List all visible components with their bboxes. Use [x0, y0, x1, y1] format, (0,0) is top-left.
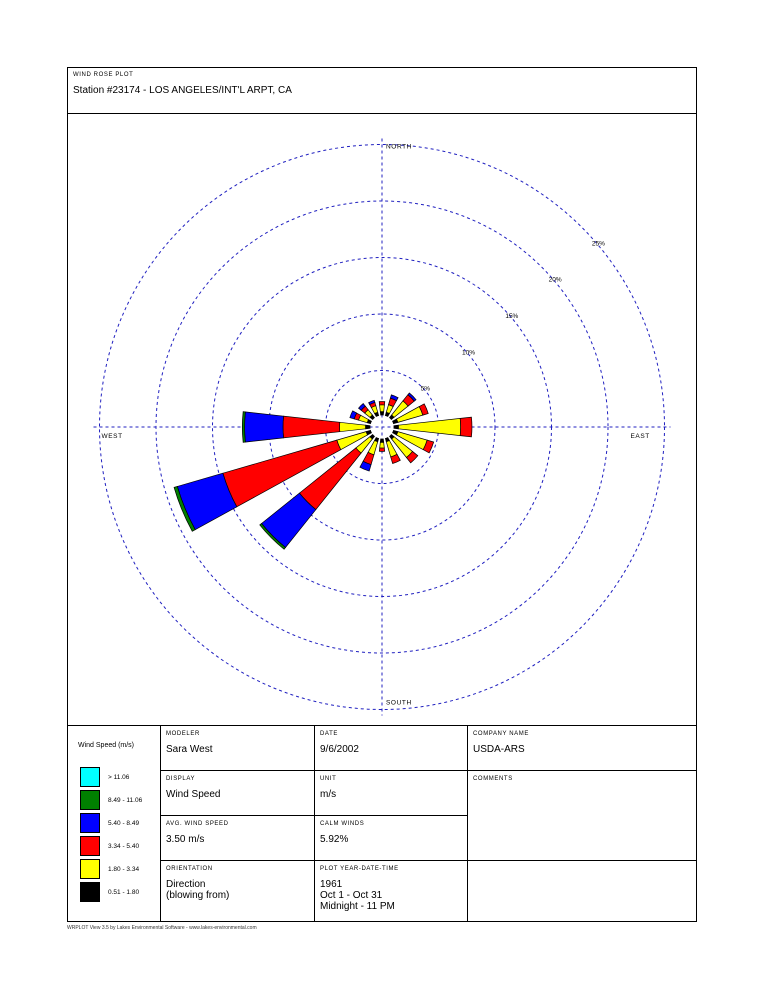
avg-speed-value: 3.50 m/s [166, 834, 205, 845]
calm-cell [314, 816, 467, 861]
legend-swatch [80, 767, 100, 787]
compass-east-label: EAST [630, 433, 650, 440]
ring-label: 20% [548, 276, 562, 284]
legend-swatch [80, 813, 100, 833]
compass-north-label: NORTH [386, 143, 412, 151]
modeler-cell [160, 726, 314, 771]
petal-s-segment [380, 442, 385, 448]
comments-cell [467, 771, 696, 861]
petal-n-segment [380, 405, 385, 412]
info-panel [68, 725, 696, 922]
compass-south-label: SOUTH [386, 699, 412, 707]
petal-n-segment [380, 412, 383, 415]
legend-swatch [80, 836, 100, 856]
calm-label: CALM WINDS [320, 821, 365, 827]
unit-cell [314, 771, 467, 816]
date-value: 9/6/2002 [320, 744, 359, 755]
legend-swatch [80, 882, 100, 902]
software-footer: WRPLOT View 3.5 by Lakes Environmental Software - www.lakes-environmental.com [67, 925, 257, 931]
petal-w-segment [245, 412, 284, 442]
unit-value: m/s [320, 789, 337, 800]
legend-label: 5.40 - 8.49 [108, 820, 140, 827]
company-cell [467, 726, 696, 771]
calm-value: 5.92% [320, 834, 349, 845]
company-value: USDA-ARS [473, 744, 525, 755]
petal-s-segment [379, 448, 384, 452]
petal-w-segment [365, 425, 370, 429]
petal-w-segment [339, 422, 365, 431]
blank-cell [467, 861, 696, 922]
legend-label: > 11.06 [108, 774, 130, 781]
date-cell [314, 726, 467, 771]
avg-speed-cell [160, 816, 314, 861]
ring-label: 15% [505, 313, 519, 321]
orientation-cell [160, 861, 314, 922]
legend-swatch [80, 790, 100, 810]
petal-e-segment [460, 417, 472, 437]
plot-time-value: 1961 Oct 1 - Oct 31 Midnight - 11 PM [320, 879, 395, 912]
petal-n-segment [379, 401, 385, 405]
compass-west-label: WEST [101, 433, 123, 440]
comments-label: COMMENTS [473, 776, 513, 782]
report-type-label: WIND ROSE PLOT [73, 72, 134, 78]
petal-w-segment [283, 416, 340, 438]
ring-label: 5% [420, 385, 430, 393]
speed-legend [68, 726, 160, 922]
legend-swatch [80, 859, 100, 879]
display-value: Wind Speed [166, 789, 221, 800]
legend-title: Wind Speed (m/s) [78, 742, 135, 749]
display-label: DISPLAY [166, 776, 196, 782]
petal-e-segment [394, 425, 399, 429]
orientation-label: ORIENTATION [166, 866, 213, 872]
modeler-label: MODELER [166, 731, 200, 737]
ring-label: 10% [462, 349, 476, 357]
company-label: COMPANY NAME [473, 731, 529, 737]
legend-label: 0.51 - 1.80 [108, 889, 140, 896]
orientation-value: Direction (blowing from) [166, 879, 230, 901]
wind-rose-svg [68, 113, 696, 725]
wind-rose-plot [68, 113, 696, 725]
petal-s-segment [380, 439, 383, 442]
ring-label: 25% [591, 240, 605, 248]
legend-label: 3.34 - 5.40 [108, 843, 140, 850]
unit-label: UNIT [320, 776, 337, 782]
avg-speed-label: AVG. WIND SPEED [166, 821, 229, 827]
report-frame [67, 67, 697, 922]
date-label: DATE [320, 731, 338, 737]
legend-label: 1.80 - 3.34 [108, 866, 140, 873]
plot-time-cell [314, 861, 467, 922]
plot-time-label: PLOT YEAR-DATE-TIME [320, 866, 399, 872]
display-cell [160, 771, 314, 816]
modeler-value: Sara West [166, 744, 213, 755]
station-title: Station #23174 - LOS ANGELES/INT'L ARPT, CA [73, 85, 292, 96]
legend-label: 8.49 - 11.06 [108, 797, 143, 804]
petal-e-segment [398, 418, 460, 435]
report-header [68, 68, 696, 114]
